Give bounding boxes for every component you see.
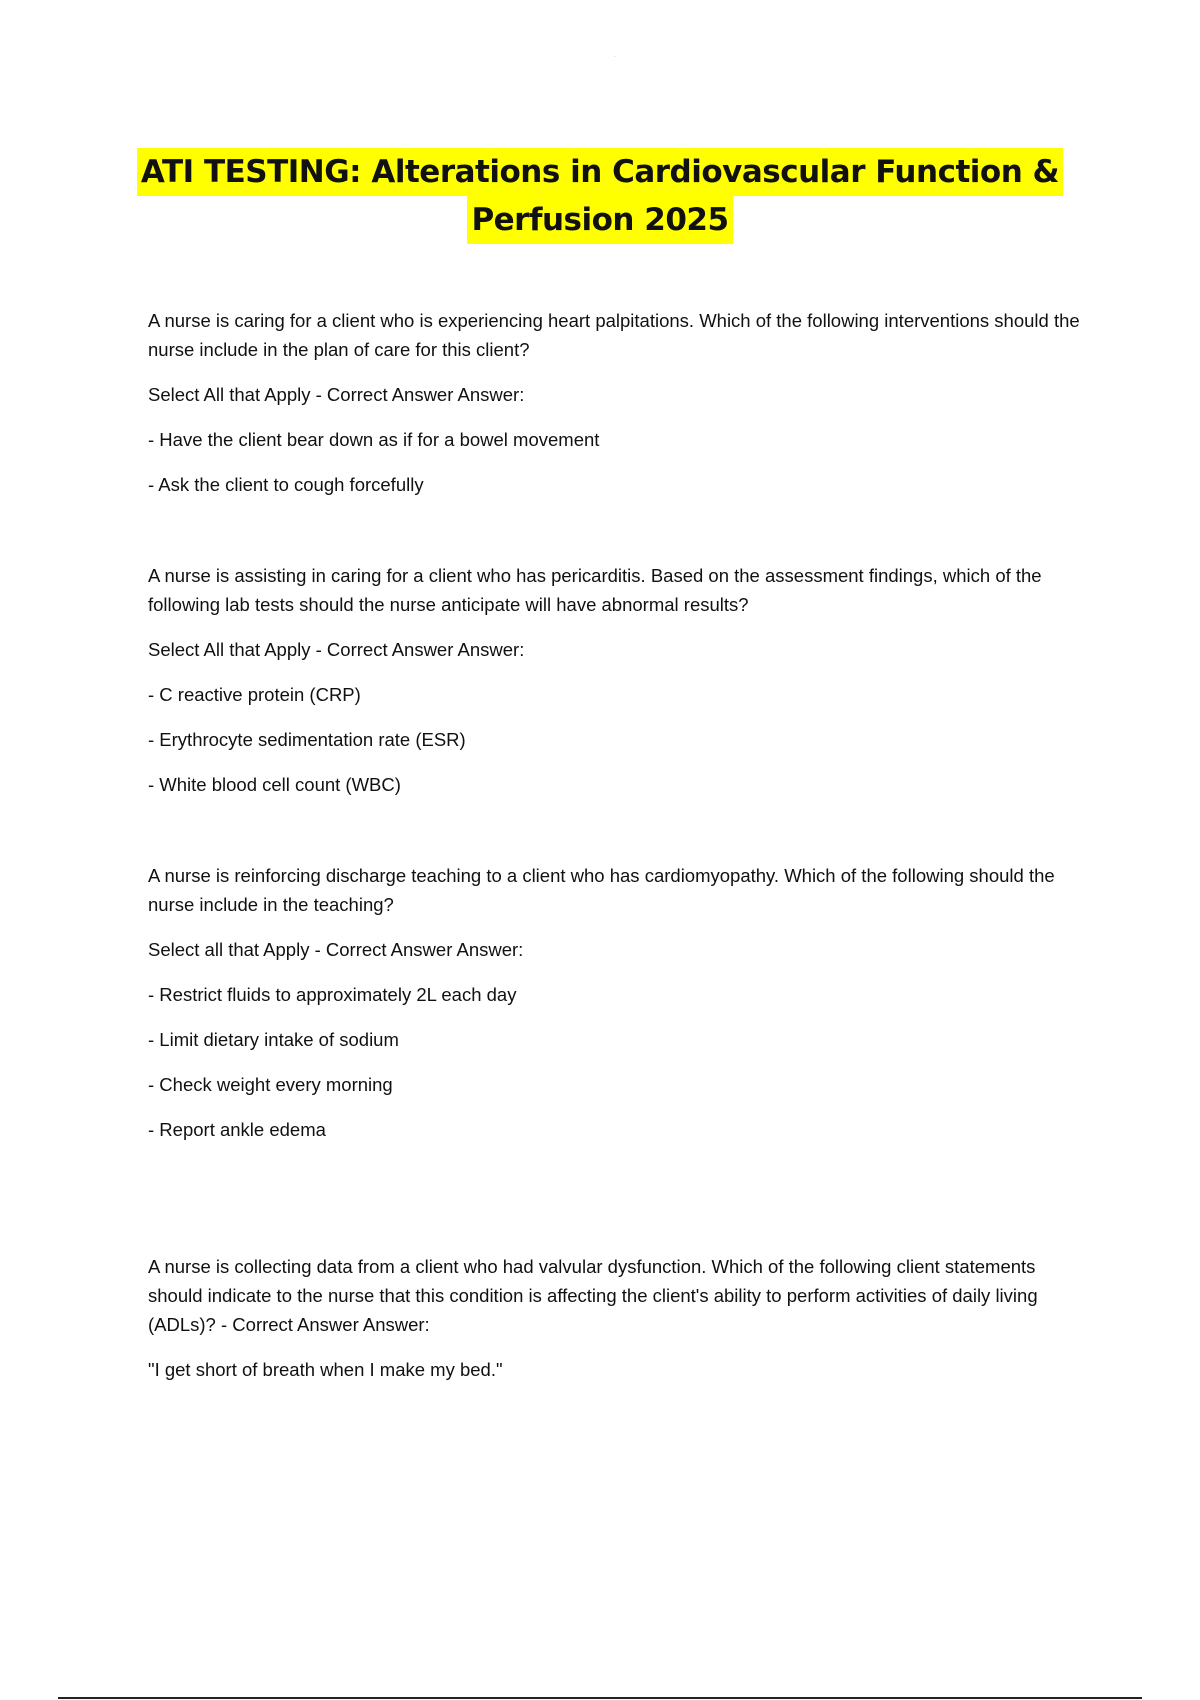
answer-item: - Have the client bear down as if for a bowel movement [148, 429, 600, 450]
answer-prompt: Select All that Apply - Correct Answer Answer: [148, 639, 525, 660]
question-text: A nurse is caring for a client who is experiencing heart palpitations. Which of the following interventions should the nurse include in the plan of care for this client? [148, 310, 1080, 360]
header-mark: · [614, 54, 616, 60]
document-title [0, 148, 1200, 244]
answer-item: - C reactive protein (CRP) [148, 684, 361, 705]
title-line-2: Perfusion 2025 [467, 196, 732, 244]
title-line-1: ATI TESTING: Alterations in Cardiovascular Function & [137, 148, 1063, 196]
question-text: A nurse is collecting data from a client who had valvular dysfunction. Which of the following client statements should indicate to the nurse that this condition is affecting the client's ability to perform activities of daily living (ADLs)? - Correct Answer Answer: [148, 1256, 1038, 1335]
answer-item: "I get short of breath when I make my bed." [148, 1359, 503, 1380]
question-block-2 [148, 561, 1088, 815]
answer-item: - Ask the client to cough forcefully [148, 474, 424, 495]
answer-item: - Report ankle edema [148, 1119, 326, 1140]
bottom-divider [58, 1697, 1142, 1699]
answer-item: - Check weight every morning [148, 1074, 393, 1095]
question-text: A nurse is reinforcing discharge teaching to a client who has cardiomyopathy. Which of the following should the nurse include in the teaching? [148, 865, 1055, 915]
answer-prompt: Select All that Apply - Correct Answer Answer: [148, 384, 525, 405]
question-block-1 [148, 306, 1088, 515]
question-block-3 [148, 861, 1088, 1160]
question-block-4 [148, 1252, 1088, 1400]
answer-item: - Limit dietary intake of sodium [148, 1029, 399, 1050]
question-text: A nurse is assisting in caring for a client who has pericarditis. Based on the assessment findings, which of the following lab tests should the nurse anticipate will have abnormal results? [148, 565, 1042, 615]
answer-item: - Restrict fluids to approximately 2L each day [148, 984, 517, 1005]
answer-prompt: Select all that Apply - Correct Answer Answer: [148, 939, 524, 960]
answer-item: - Erythrocyte sedimentation rate (ESR) [148, 729, 466, 750]
answer-item: - White blood cell count (WBC) [148, 774, 401, 795]
